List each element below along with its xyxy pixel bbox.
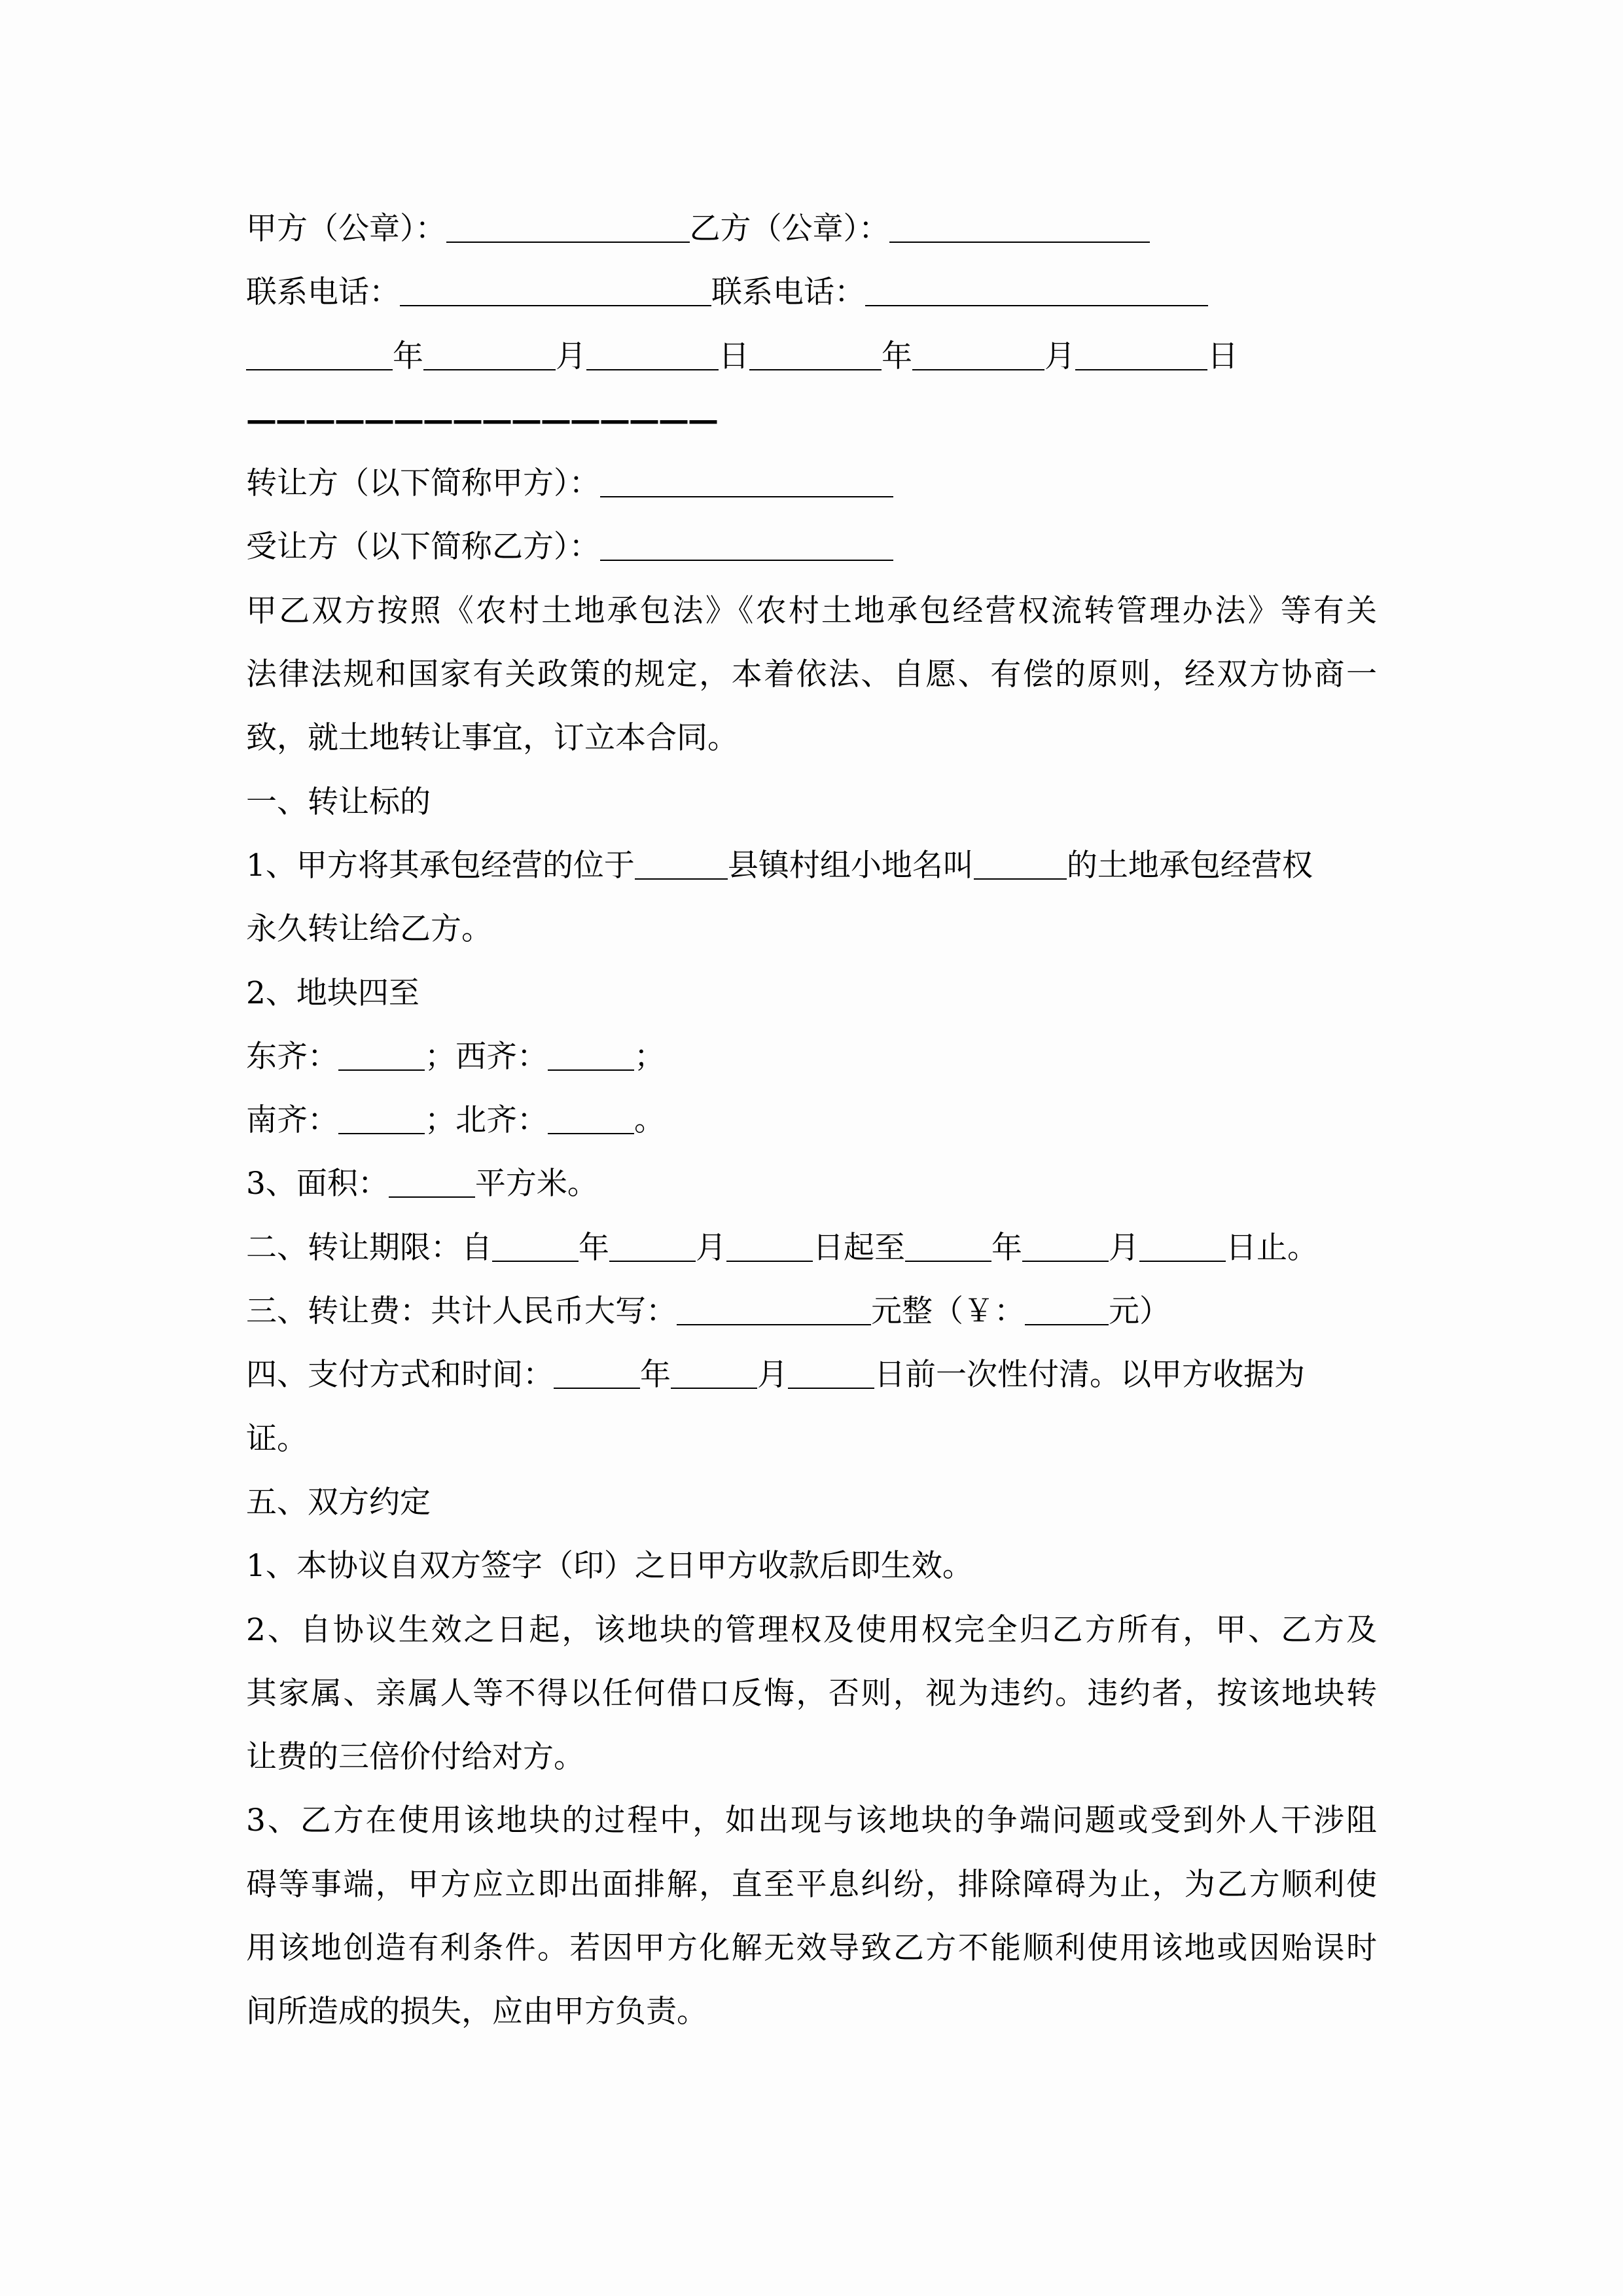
party-b-day-blank[interactable]	[1075, 368, 1207, 370]
contract-page	[246, 197, 1377, 2044]
party-a-phone-label: 联系电话：	[246, 274, 400, 311]
party-a-year-blank[interactable]	[246, 368, 393, 370]
separator-line: ————————————————	[246, 401, 717, 438]
party-b-phone-blank[interactable]	[865, 304, 1208, 306]
start-year-blank[interactable]	[492, 1260, 579, 1262]
preamble-line-1: 甲乙双方按照《农村土地承包法》《农村土地承包经营权流转管理办法》等有关	[246, 592, 1377, 629]
section-5-item-3-line-2: 碍等事端，甲方应立即出面排解，直至平息纠纷，排除障碍为止，为乙方顺利使	[246, 1866, 1377, 1903]
section-5-item-3-line-3: 用该地创造有利条件。若因甲方化解无效导致乙方不能顺利使用该地或因贻误时	[246, 1930, 1377, 1967]
year-label: 年	[991, 1229, 1022, 1266]
party-b-phone-label: 联系电话：	[711, 274, 865, 311]
section-1-item-1-cont: 永久转让给乙方。	[246, 911, 492, 948]
county-blank[interactable]	[635, 878, 728, 880]
boundary-east-west	[246, 1025, 1377, 1088]
section-5-item-2-line-3: 让费的三倍价付给对方。	[246, 1739, 584, 1776]
term-label: 二、转让期限：自	[246, 1229, 492, 1266]
day-from-label: 日起至	[813, 1229, 905, 1266]
transferor-blank[interactable]	[600, 495, 893, 497]
area-blank[interactable]	[389, 1196, 475, 1198]
east-blank[interactable]	[338, 1069, 425, 1071]
party-a-seal-blank[interactable]	[446, 241, 690, 243]
section-1-title: 一、转让标的	[246, 783, 431, 820]
party-a-phone-blank[interactable]	[400, 304, 711, 306]
day-label: 日	[1207, 338, 1238, 374]
party-a-day-blank[interactable]	[586, 368, 719, 370]
north-label: ；北齐：	[425, 1102, 548, 1139]
section-5-title: 五、双方约定	[246, 1484, 431, 1520]
party-b-month-blank[interactable]	[912, 368, 1044, 370]
east-label: 东齐：	[246, 1038, 338, 1075]
party-b-seal-blank[interactable]	[889, 241, 1150, 243]
start-day-blank[interactable]	[726, 1260, 813, 1262]
payment-rest: 日前一次性付清。以甲方收据为	[874, 1357, 1305, 1393]
party-a-seal-label: 甲方（公章）：	[246, 211, 446, 247]
signing-date-line	[246, 325, 1377, 388]
boundary-south-north	[246, 1088, 1377, 1152]
phone-line	[246, 260, 1377, 324]
pay-day-blank[interactable]	[788, 1387, 874, 1389]
month-label: 月	[1109, 1229, 1139, 1266]
party-b-year-blank[interactable]	[749, 368, 882, 370]
section-3-fee	[246, 1280, 1377, 1343]
item-1-text: 1、甲方将其承包经营的位于	[246, 847, 635, 884]
start-month-blank[interactable]	[609, 1260, 696, 1262]
year-label: 年	[640, 1357, 671, 1393]
end-year-blank[interactable]	[905, 1260, 991, 1262]
payment-label: 四、支付方式和时间：	[246, 1357, 554, 1393]
west-label: ；西齐：	[425, 1038, 548, 1075]
pay-month-blank[interactable]	[671, 1387, 757, 1389]
year-label: 年	[579, 1229, 609, 1266]
day-label: 日	[719, 338, 749, 374]
section-5-item-1: 1、本协议自双方签字（印）之日甲方收款后即生效。	[246, 1548, 973, 1585]
month-label: 月	[556, 338, 586, 374]
section-1-item-1	[246, 834, 1377, 897]
party-a-month-blank[interactable]	[423, 368, 556, 370]
month-label: 月	[696, 1229, 726, 1266]
item-1-text: 县镇村组小地名叫	[727, 847, 974, 884]
preamble-line-2: 法律法规和国家有关政策的规定，本着依法、自愿、有偿的原则，经双方协商一	[246, 656, 1377, 693]
transferor-label: 转让方（以下简称甲方）：	[246, 465, 600, 502]
transferee-blank[interactable]	[600, 559, 893, 561]
section-4-payment	[246, 1343, 1377, 1407]
area-unit: 平方米。	[474, 1166, 598, 1202]
year-label: 年	[393, 338, 423, 374]
transferee-line	[246, 515, 1377, 579]
party-b-seal-label: 乙方（公章）：	[689, 211, 889, 247]
end-month-blank[interactable]	[1022, 1260, 1109, 1262]
fee-number-blank[interactable]	[1025, 1323, 1109, 1325]
fee-end-label: 元）	[1109, 1293, 1170, 1330]
section-1-item-2-title: 2、地块四至	[246, 975, 419, 1011]
section-2-term	[246, 1216, 1377, 1280]
transferee-label: 受让方（以下简称乙方）：	[246, 529, 600, 565]
section-4-payment-cont: 证。	[246, 1420, 308, 1457]
north-end: 。	[634, 1102, 665, 1139]
section-5-item-3-line-1: 3、乙方在使用该地块的过程中，如出现与该地块的争端问题或受到外人干涉阻	[246, 1803, 1377, 1839]
section-5-item-2-line-2: 其家属、亲属人等不得以任何借口反悔，否则，视为违约。违约者，按该地块转	[246, 1675, 1377, 1712]
section-5-item-3-line-4: 间所造成的损失，应由甲方负责。	[246, 1994, 707, 2030]
north-blank[interactable]	[548, 1132, 634, 1134]
transferor-line	[246, 452, 1377, 515]
month-label: 月	[1044, 338, 1075, 374]
fee-words-blank[interactable]	[677, 1323, 871, 1325]
year-label: 年	[882, 338, 912, 374]
month-label: 月	[757, 1357, 788, 1393]
west-blank[interactable]	[548, 1069, 634, 1071]
fee-yuan-label: 元整（￥：	[871, 1293, 1025, 1330]
pay-year-blank[interactable]	[554, 1387, 640, 1389]
seal-line	[246, 197, 1377, 260]
preamble-line-3: 致，就土地转让事宜，订立本合同。	[246, 720, 738, 757]
end-day-blank[interactable]	[1139, 1260, 1226, 1262]
fee-label: 三、转让费：共计人民币大写：	[246, 1293, 677, 1330]
section-5-item-2-line-1: 2、自协议生效之日起，该地块的管理权及使用权完全归乙方所有，甲、乙方及	[246, 1611, 1377, 1648]
area-line	[246, 1152, 1377, 1215]
item-1-text: 的土地承包经营权	[1066, 847, 1313, 884]
day-to-label: 日止。	[1226, 1229, 1318, 1266]
place-name-blank[interactable]	[974, 878, 1067, 880]
south-label: 南齐：	[246, 1102, 338, 1139]
south-blank[interactable]	[338, 1132, 425, 1134]
area-label: 3、面积：	[246, 1166, 389, 1202]
west-end: ；	[634, 1038, 665, 1075]
